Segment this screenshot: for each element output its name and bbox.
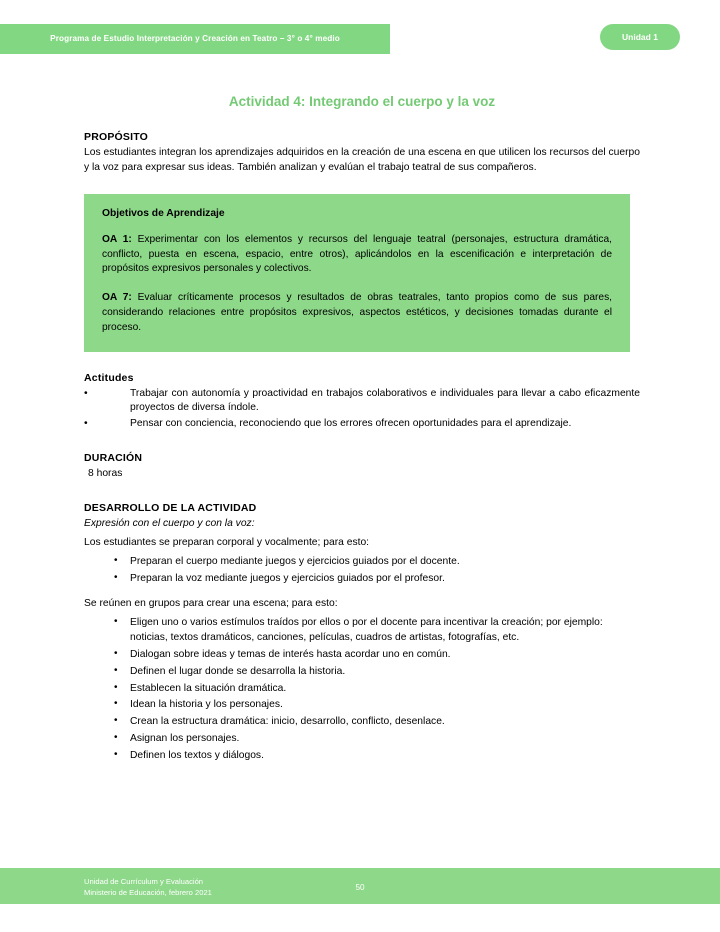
list-item-text: Asignan los personajes. (130, 733, 240, 745)
list-item-text: Establecen la situación dramática. (130, 682, 287, 694)
unit-badge (600, 24, 680, 50)
list-item-text: Eligen uno o varios estímulos traídos por ellos o por el docente para incentivar la creación; por ejemplo: noticias, textos dramáticos, canciones, películas, cuadros de artistas, fotografías, etc. (130, 616, 603, 643)
bullet-icon: • (114, 647, 118, 659)
development-intro-2: Se reúnen en grupos para crear una escena; para esto: (84, 597, 338, 609)
oa-text: Experimentar con los elementos y recursos del lenguaje teatral (personajes, estructura dramática, conflicto, puesta en escena, espacio, entre otros), aplicándolos en la escenificación e interpretación de propósitos expresivos personales y colectivos. (102, 233, 612, 275)
list-item (84, 665, 640, 680)
list-item (84, 749, 640, 764)
list-item-text: Crean la estructura dramática: inicio, desarrollo, conflicto, desenlace. (130, 716, 445, 728)
footer-org (84, 876, 212, 898)
bullet-icon: • (114, 571, 118, 583)
list-item (84, 555, 640, 570)
learning-objective-item (102, 291, 612, 335)
list-item-text: Definen los textos y diálogos. (130, 750, 264, 762)
bullet-icon: • (114, 615, 118, 627)
development-heading: DESARROLLO DE LA ACTIVIDAD (84, 502, 257, 515)
learning-objectives-box (84, 194, 630, 352)
list-item (84, 732, 640, 747)
bullet-icon: • (84, 418, 88, 430)
oa-text: Evaluar críticamente procesos y resultados de obras teatrales, tanto propios como de sus pares, considerando relaciones entre propósitos expresivos, aspectos estéticos, y decisiones tomadas durante el proceso. (102, 292, 612, 333)
bullet-icon: • (84, 387, 88, 399)
bullet-icon: • (114, 555, 118, 567)
bullet-icon: • (114, 681, 118, 693)
duration-value: 8 horas (88, 468, 123, 480)
bullet-icon: • (114, 698, 118, 710)
list-item-text: Trabajar con autonomía y proactividad en trabajos colaborativos e individuales para llevar a cabo eficazmente proyectos de diversa índole. (130, 387, 640, 414)
list-item-text: Idean la historia y los personajes. (130, 699, 283, 711)
oa-code: OA 1: (102, 233, 132, 245)
development-intro-1: Los estudiantes se preparan corporal y vocalmente; para esto: (84, 537, 370, 549)
bullet-icon: • (114, 715, 118, 727)
footer-line-1: Unidad de Currículum y Evaluación (84, 877, 204, 886)
list-item (84, 698, 640, 713)
footer-line-2: Ministerio de Educación, febrero 2021 (84, 888, 212, 897)
learning-objective-item (102, 233, 612, 277)
list-item (84, 648, 640, 663)
list-item-text: Preparan la voz mediante juegos y ejercicios guiados por el profesor. (130, 572, 445, 584)
oa-code: OA 7: (102, 292, 132, 304)
purpose-heading: PROPÓSITO (84, 131, 149, 143)
unit-badge-label: Unidad 1 (622, 32, 658, 42)
page-title: Actividad 4: Integrando el cuerpo y la voz (228, 94, 496, 109)
attitudes-list (84, 387, 640, 433)
list-item-text: Dialogan sobre ideas y temas de interés hasta acordar uno en común. (130, 648, 451, 660)
list-item (84, 417, 640, 432)
development-list-2 (84, 616, 640, 764)
list-item (84, 387, 640, 417)
development-subheading: Expresión con el cuerpo y con la voz: (84, 518, 255, 530)
header-program-banner (0, 24, 390, 54)
bullet-icon: • (114, 749, 118, 761)
list-item-text: Pensar con conciencia, reconociendo que los errores ofrecen oportunidades para el aprendizaje. (130, 418, 572, 430)
list-item (84, 616, 640, 646)
list-item (84, 682, 640, 697)
attitudes-section (84, 372, 640, 433)
list-item-text: Definen el lugar donde se desarrolla la historia. (130, 665, 346, 677)
bullet-icon: • (114, 664, 118, 676)
attitudes-heading: Actitudes (84, 371, 134, 384)
list-item (84, 715, 640, 730)
list-item-text: Preparan el cuerpo mediante juegos y ejercicios guiados por el docente. (130, 556, 460, 568)
development-list-1 (84, 555, 640, 587)
header-program-text: Programa de Estudio Interpretación y Creación en Teatro – 3° o 4° medio (50, 34, 340, 44)
document-content (84, 94, 640, 766)
page-number: 50 (355, 883, 365, 892)
bullet-icon: • (114, 732, 118, 744)
development-section (84, 502, 640, 764)
list-item (84, 572, 640, 587)
learning-objectives-title: Objetivos de Aprendizaje (102, 207, 225, 219)
purpose-text: Los estudiantes integran los aprendizajes adquiridos en la creación de una escena en que utilicen los recursos del cuerpo y la voz para expresar sus ideas. También analizan y evalúan el trabajo teatral de sus compañeros. (84, 147, 640, 173)
duration-section (84, 452, 640, 482)
duration-heading: DURACIÓN (84, 452, 143, 465)
